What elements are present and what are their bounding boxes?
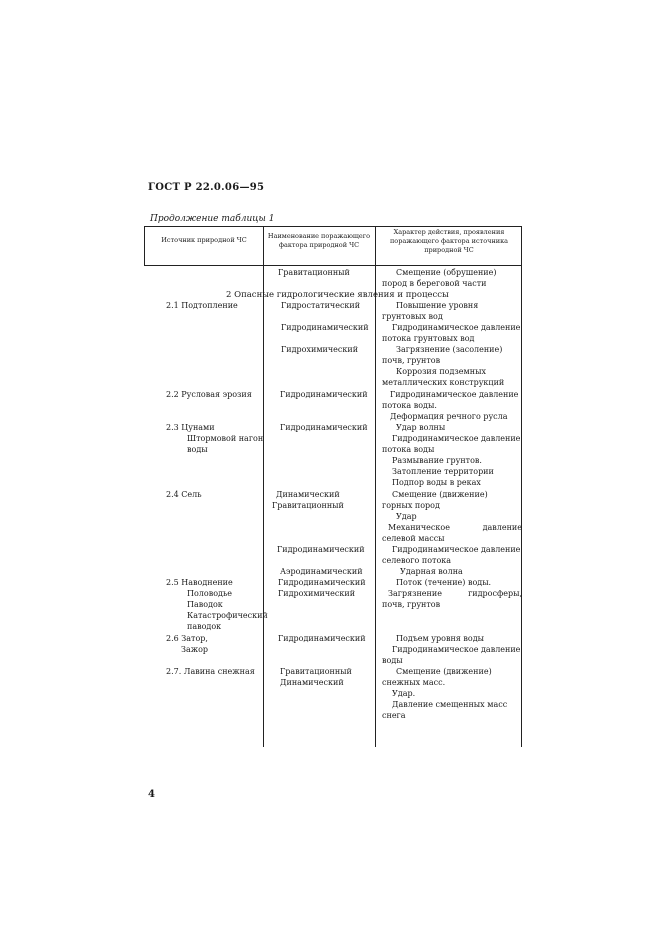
- source-cell: 2.2 Русловая эрозия: [166, 390, 252, 399]
- effect-cell: почв, грунтов: [382, 356, 441, 365]
- source-cell: паводок: [187, 622, 222, 631]
- factor-cell: Гидрохимический: [278, 589, 356, 598]
- hazard-table: [144, 226, 522, 747]
- effect-cell: Деформация речного русла: [390, 412, 508, 421]
- table-right-border: [521, 226, 522, 747]
- effect-cell: горных пород: [382, 501, 440, 510]
- effect-cell: Смещение (движение): [392, 490, 488, 499]
- header-bottom-border: [144, 265, 522, 266]
- effect-cell: воды: [382, 656, 403, 665]
- effect-cell: Гидродинамическое давление: [392, 323, 521, 332]
- factor-cell: Гидростатический: [281, 301, 361, 310]
- effect-cell: потока воды.: [382, 401, 437, 410]
- effect-cell: Смещение (движение): [396, 667, 492, 676]
- column-divider-2: [375, 226, 376, 747]
- section-heading: 2 Опасные гидрологические явления и процессы: [226, 290, 449, 300]
- page-number: 4: [148, 789, 155, 800]
- effect-cell: Загрязнение (засоление): [396, 345, 503, 354]
- factor-cell: Аэродинамический: [280, 567, 363, 576]
- effect-cell: [388, 589, 522, 600]
- source-cell: 2.5 Наводнение: [166, 578, 233, 587]
- effect-cell: Давление смещенных масс: [392, 700, 508, 709]
- effect-cell: потока грунтовых вод: [382, 334, 475, 343]
- effect-cell: Размывание грунтов.: [392, 456, 482, 465]
- factor-cell: Динамический: [276, 490, 340, 499]
- effect-word: гидросферы,: [468, 589, 522, 598]
- effect-word: давление: [482, 523, 522, 532]
- effect-cell: Подпор воды в реках: [392, 478, 481, 487]
- effect-cell: Поток (течение) воды.: [396, 578, 492, 587]
- source-cell: воды: [187, 445, 208, 454]
- effect-word: Загрязнение: [388, 589, 442, 598]
- effect-cell: почв, грунтов: [382, 600, 441, 609]
- factor-cell: Гидродинамический: [277, 545, 365, 554]
- factor-cell: Динамический: [280, 678, 344, 687]
- factor-cell: Гидрохимический: [281, 345, 359, 354]
- effect-cell: Ударная волна: [400, 567, 463, 576]
- source-cell: Штормовой нагон: [187, 434, 264, 443]
- effect-cell: Гидродинамическое давление: [392, 545, 521, 554]
- table-left-border: [144, 226, 145, 265]
- effect-cell: Смещение (обрушение): [396, 268, 497, 277]
- effect-cell: металлических конструкций: [382, 378, 505, 387]
- factor-cell: Гравитационный: [280, 667, 352, 676]
- column-header-source: Источник природной ЧС: [161, 236, 247, 244]
- effect-cell: Гидродинамическое давление: [392, 434, 521, 443]
- effect-cell: Гидродинамическое давление: [392, 645, 521, 654]
- effect-cell: пород в береговой части: [382, 279, 487, 288]
- effect-cell: Гидродинамическое давление: [390, 390, 519, 399]
- column-header-factor: Наименование поражающего фактора природной ЧС: [267, 232, 371, 249]
- factor-cell: Гидродинамический: [280, 423, 368, 432]
- effect-cell: снежных масс.: [382, 678, 446, 687]
- effect-cell: Затопление территории: [392, 467, 494, 476]
- column-header-effect: Характер действия, проявления поражающего фактора источника природной ЧС: [389, 228, 509, 254]
- source-cell: Катастрофический: [187, 611, 268, 620]
- effect-cell: снега: [382, 711, 406, 720]
- effect-word: Механическое: [388, 523, 450, 532]
- factor-cell: Гидродинамический: [280, 390, 368, 399]
- effect-cell: Коррозия подземных: [396, 367, 486, 376]
- column-divider-1: [263, 226, 264, 747]
- effect-cell: Удар.: [392, 689, 416, 698]
- factor-cell: Гидродинамический: [278, 578, 366, 587]
- effect-cell: Подъем уровня воды: [396, 634, 484, 643]
- effect-cell: селевой массы: [382, 534, 445, 543]
- source-cell: 2.1 Подтопление: [166, 301, 238, 310]
- factor-cell: Гидродинамический: [281, 323, 369, 332]
- factor-cell: Гравитационный: [272, 501, 344, 510]
- table-top-border: [144, 226, 522, 227]
- effect-cell: Удар волны: [396, 423, 446, 432]
- factor-cell: Гравитационный: [278, 268, 350, 277]
- table-caption: Продолжение таблицы 1: [150, 214, 275, 224]
- source-cell: 2.3 Цунами: [166, 423, 215, 432]
- source-cell: Зажор: [181, 645, 209, 654]
- effect-cell: Удар: [396, 512, 417, 521]
- effect-cell: [388, 523, 522, 534]
- effect-cell: Повышение уровня: [396, 301, 479, 310]
- source-cell: 2.4 Сель: [166, 490, 202, 499]
- document-header: ГОСТ Р 22.0.06—95: [148, 182, 265, 193]
- source-cell: Паводок: [187, 600, 223, 609]
- effect-cell: грунтовых вод: [382, 312, 443, 321]
- effect-cell: потока воды: [382, 445, 435, 454]
- factor-cell: Гидродинамический: [278, 634, 366, 643]
- source-cell: Половодье: [187, 589, 233, 598]
- effect-cell: селевого потока: [382, 556, 452, 565]
- source-cell: 2.7. Лавина снежная: [166, 667, 255, 676]
- source-cell: 2.6 Затор,: [166, 634, 208, 643]
